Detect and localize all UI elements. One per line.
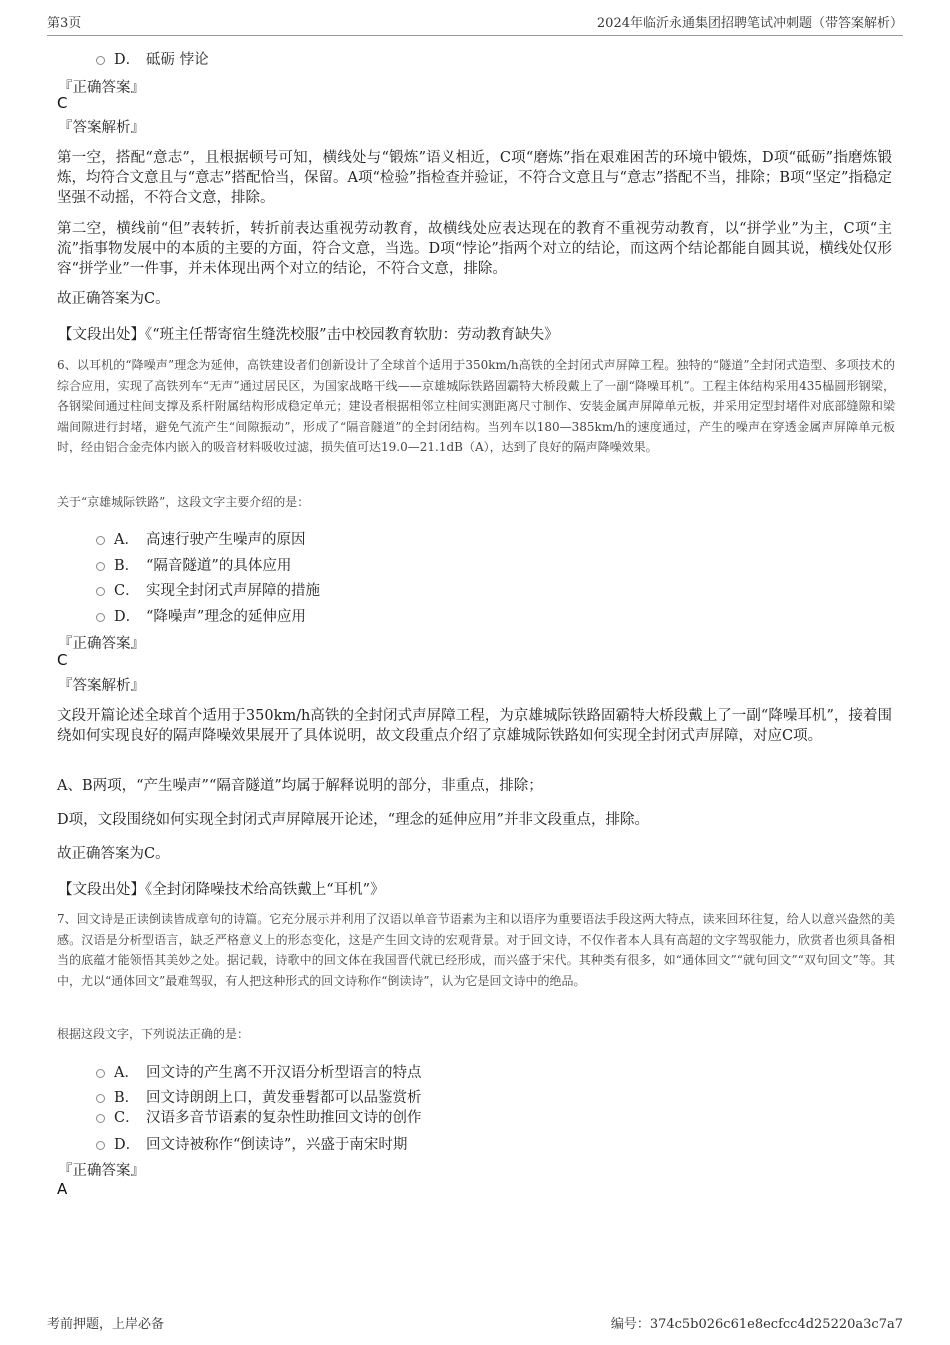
q6-option-b[interactable]: B． “隔音隧道”的具体应用: [96, 554, 291, 575]
q6-option-d[interactable]: D． “降噪声”理念的延伸应用: [96, 605, 306, 626]
q5-analysis-paragraph: 第二空，横线前“但”表转折，转折前表达重视劳动教育，故横线处应表达现在的教育不重视劳动教育，以“拼学业”为主，C项“主流”指事物发展中的本质的主要的方面，符合文意，当选。D项“悖论”指两个对立的结论，而这两个结论都能自圆其说，横线处仅形容“拼学业”一件事，并未体现出两个对立的结论，不符合文意，排除。: [57, 221, 892, 277]
q7-answer: A: [57, 1180, 68, 1198]
q5-analysis-label: 『答案解析』: [58, 120, 145, 136]
q6-passage: 6、以耳机的“降噪声”理念为延伸，高铁建设者们创新设计了全球首个适用于350km/h高铁的全封闭式声屏障工程。独特的“隧道”全封闭式造型、多项技术的综合应用，实现了高铁列车“无声”通过居民区，为国家战略干线——京雄城际铁路固霸特大桥段戴上了一副“降噪耳机”。工程主体结构采用435榀圆形钢梁，各钢梁间通过柱间支撑及系杆附属结构形成稳定单元；建设者根据相邻立柱间实测距离尺寸制作、安装金属声屏障单元板，并采用定型封堵件对底部缝隙和梁端间隙进行封堵，避免气流产生“间隙振动”，形成了“隔音隧道”的全封闭结构。当列车以180—385km/h的速度通过，产生的噪声在穿透金属声屏障单元板时，经由铝合金壳体内嵌入的吸音材料吸收过滤，损失值可达19.0—21.1dB（A），达到了良好的隔声降噪效果。: [57, 358, 895, 454]
q7-option-a[interactable]: A． 回文诗的产生离不开汉语分析型语言的特点: [96, 1061, 422, 1082]
radio-icon[interactable]: [96, 536, 105, 545]
page-number: 第3页: [47, 16, 82, 31]
q5-analysis-conclusion: 故正确答案为C。: [57, 291, 170, 307]
footer-slogan: 考前押题，上岸必备: [47, 1317, 165, 1332]
radio-icon[interactable]: [96, 1069, 105, 1078]
q6-analysis-conclusion: 故正确答案为C。: [57, 846, 170, 862]
q7-option-b[interactable]: B． 回文诗朗朗上口，黄发垂髫都可以品鉴赏析: [96, 1086, 422, 1107]
q7-question: 根据这段文字，下列说法正确的是：: [57, 1027, 250, 1041]
page-footer: [47, 1313, 903, 1332]
radio-icon[interactable]: [96, 613, 105, 622]
radio-icon[interactable]: [96, 587, 105, 596]
q6-option-a[interactable]: A． 高速行驶产生噪声的原因: [96, 528, 306, 549]
q6-analysis-paragraph: A、B两项，“产生噪声”“隔音隧道”均属于解释说明的部分，非重点，排除；: [57, 778, 543, 794]
page-header: [47, 12, 903, 36]
q6-analysis-paragraph: 文段开篇论述全球首个适用于350km/h高铁的全封闭式声屏障工程，为京雄城际铁路固霸特大桥段戴上了一副“降噪耳机”，接着围绕如何实现良好的隔声降噪效果展开了具体说明，故文段重点介绍了京雄城际铁路如何实现全封闭式声屏障，对应C项。: [57, 708, 892, 744]
q6-analysis-label: 『答案解析』: [58, 678, 145, 694]
q6-answer-label: 『正确答案』: [58, 636, 145, 652]
document-id: 编号：374c5b026c61e8ecfcc4d25220a3c7a7: [610, 1317, 903, 1332]
q7-option-c[interactable]: C． 汉语多音节语素的复杂性助推回文诗的创作: [96, 1106, 422, 1127]
q6-analysis-paragraph: D项，文段围绕如何实现全封闭式声屏障展开论述，“理念的延伸应用”并非文段重点，排除。: [57, 812, 649, 828]
q6-answer: C: [57, 651, 68, 669]
radio-icon[interactable]: [96, 56, 105, 65]
q7-passage: 7、回文诗是正读倒读皆成章句的诗篇。它充分展示并利用了汉语以单音节语素为主和以语序为重要语法手段这两大特点，读来回环往复，给人以意兴盎然的美感。汉语是分析型语言，缺乏严格意义上的形态变化，这是产生回文诗的宏观背景。对于回文诗，不仅作者本人具有高超的文字驾驭能力，欣赏者也须具备相当的底蕴才能领悟其美妙之处。据记载，诗歌中的回文体在我国晋代就已经形成，而兴盛于宋代。其种类有很多，如“通体回文”“就句回文”“双句回文”等。其中，尤以“通体回文”最难驾驭，有人把这种形式的回文诗称作“倒读诗”，认为它是回文诗中的绝品。: [57, 912, 895, 988]
q6-question: 关于“京雄城际铁路”，这段文字主要介绍的是：: [57, 495, 310, 509]
q6-source: 【文段出处】《全封闭降噪技术给高铁戴上“耳机”》: [58, 882, 385, 898]
q6-option-c[interactable]: C． 实现全封闭式声屏障的措施: [96, 579, 320, 600]
radio-icon[interactable]: [96, 1141, 105, 1150]
q5-analysis-paragraph: 第一空，搭配“意志”，且根据顿号可知，横线处与“锻炼”语义相近，C项“磨炼”指在艰难困苦的环境中锻炼，D项“砥砺”指磨炼锻炼，均符合文意且与“意志”搭配恰当，保留。A项“检验”指检查并验证，不符合文意且与“意志”搭配不当，排除；B项“坚定”指稳定坚强不动摇，不符合文意，排除。: [57, 150, 892, 206]
q5-source: 【文段出处】《“班主任帮寄宿生缝洗校服”击中校园教育软肋：劳动教育缺失》: [58, 327, 559, 343]
q5-answer: C: [57, 94, 68, 112]
radio-icon[interactable]: [96, 1094, 105, 1103]
q5-answer-label: 『正确答案』: [58, 80, 145, 96]
q7-option-d[interactable]: D． 回文诗被称作“倒读诗”，兴盛于南宋时期: [96, 1133, 407, 1154]
document-title: 2024年临沂永通集团招聘笔试冲刺题（带答案解析）: [596, 16, 903, 31]
q5-option-d[interactable]: D． 砥砺 悖论: [96, 48, 209, 69]
radio-icon[interactable]: [96, 562, 105, 571]
radio-icon[interactable]: [96, 1114, 105, 1123]
q7-answer-label: 『正确答案』: [58, 1163, 145, 1179]
